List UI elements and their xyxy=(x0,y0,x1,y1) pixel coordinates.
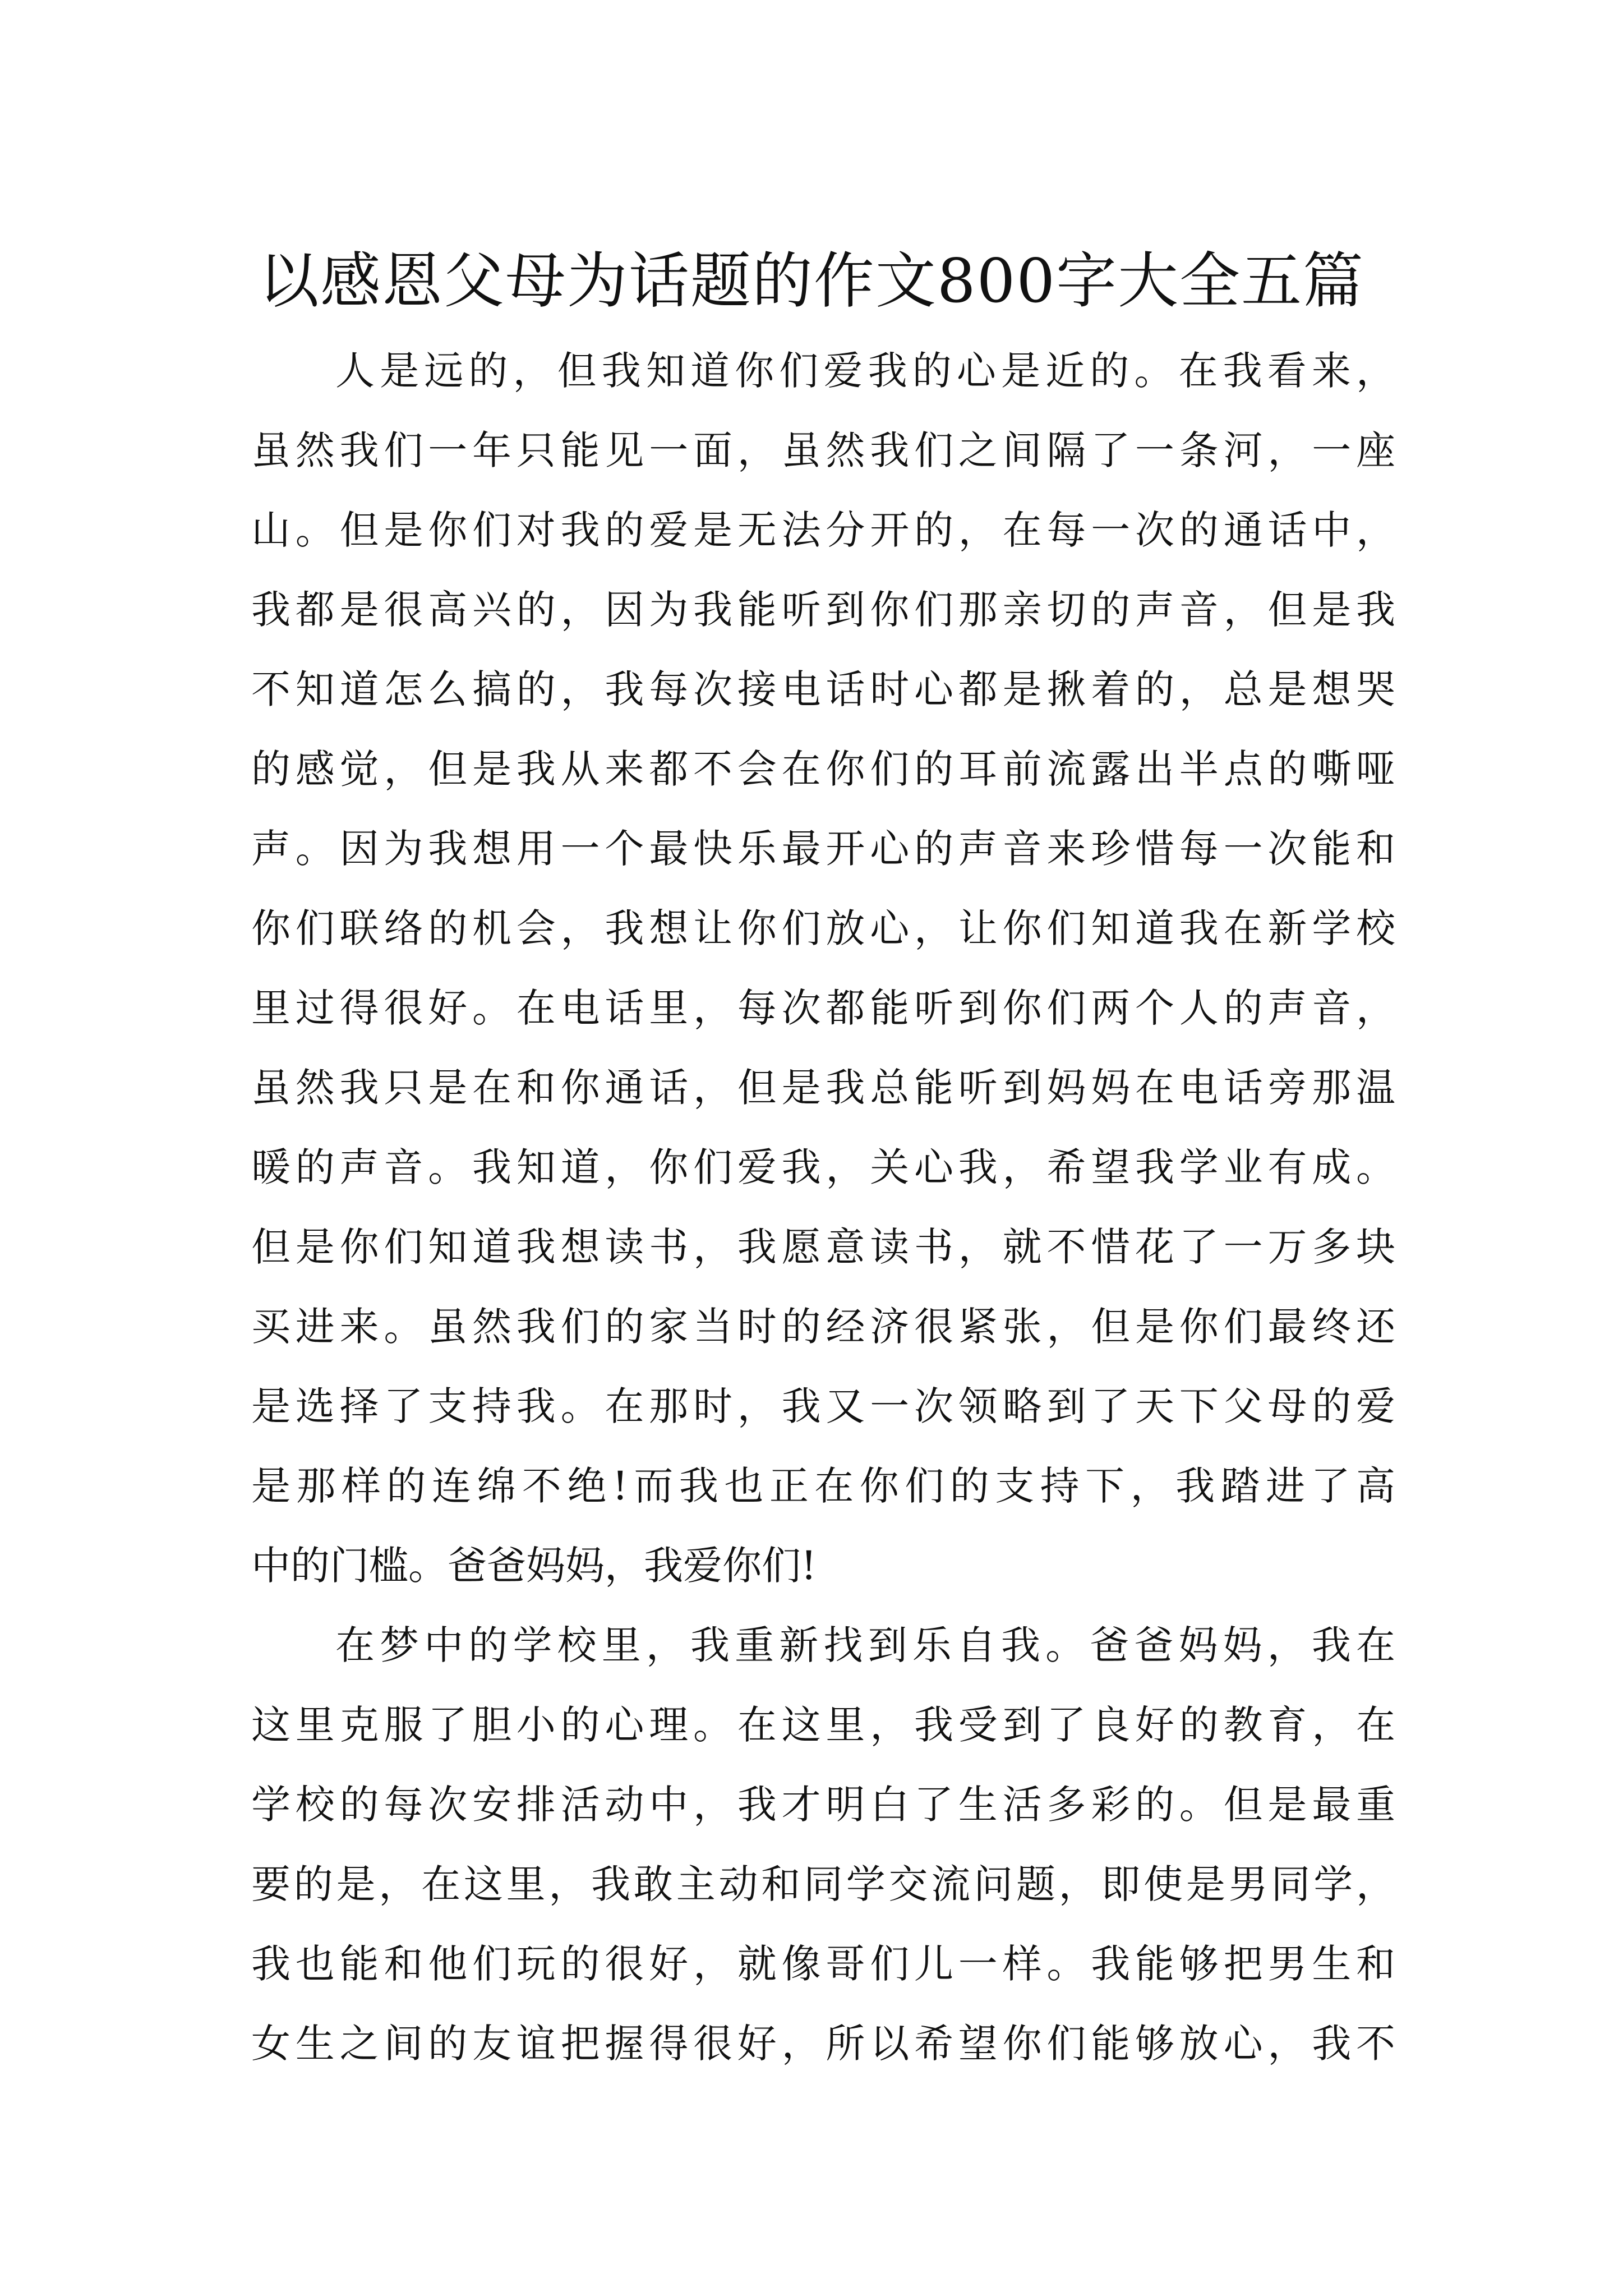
text-line: 学校的每次安排活动中，我才明白了生活多彩的。但是最重 xyxy=(251,1782,1395,1828)
text-line: 虽然我只是在和你通话，但是我总能听到妈妈在电话旁那温 xyxy=(251,1065,1395,1111)
paragraph-2 xyxy=(251,1605,1395,2083)
text-line: 女生之间的友谊把握得很好，所以希望你们能够放心，我不 xyxy=(251,2021,1395,2067)
text-line: 里过得很好。在电话里，每次都能听到你们两个人的声音， xyxy=(251,985,1395,1031)
text-line: 这里克服了胆小的心理。在这里，我受到了良好的教育，在 xyxy=(251,1702,1395,1748)
text-line: 在梦中的学校里，我重新找到乐自我。爸爸妈妈，我在 xyxy=(335,1622,1395,1668)
text-line: 不知道怎么搞的，我每次接电话时心都是揪着的，总是想哭 xyxy=(251,666,1395,712)
text-line: 买进来。虽然我们的家当时的经济很紧张，但是你们最终还 xyxy=(251,1304,1395,1350)
text-line: 是选择了支持我。在那时，我又一次领略到了天下父母的爱 xyxy=(251,1383,1395,1429)
paragraph-1 xyxy=(251,331,1395,1605)
text-line: 你们联络的机会，我想让你们放心，让你们知道我在新学校 xyxy=(251,905,1395,951)
text-line: 虽然我们一年只能见一面，虽然我们之间隔了一条河，一座 xyxy=(251,427,1395,473)
text-line: 声。因为我想用一个最快乐最开心的声音来珍惜每一次能和 xyxy=(251,826,1395,872)
text-line: 山。但是你们对我的爱是无法分开的，在每一次的通话中， xyxy=(251,507,1395,553)
document-title: 以感恩父母为话题的作文800字大全五篇 xyxy=(258,246,1365,317)
text-line: 要的是，在这里，我敢主动和同学交流问题，即使是男同学， xyxy=(251,1861,1395,1907)
text-line: 的感觉，但是我从来都不会在你们的耳前流露出半点的嘶哑 xyxy=(251,746,1395,792)
text-line: 人是远的，但我知道你们爱我的心是近的。在我看来， xyxy=(335,348,1395,394)
text-line: 中的门槛。爸爸妈妈，我爱你们! xyxy=(251,1543,817,1589)
text-line: 是那样的连绵不绝!而我也正在你们的支持下，我踏进了高 xyxy=(251,1463,1395,1509)
text-line: 我也能和他们玩的很好，就像哥们儿一样。我能够把男生和 xyxy=(251,1941,1395,1987)
text-line: 暖的声音。我知道，你们爱我，关心我，希望我学业有成。 xyxy=(251,1144,1395,1190)
text-line: 我都是很高兴的，因为我能听到你们那亲切的声音，但是我 xyxy=(251,587,1395,633)
text-line: 但是你们知道我想读书，我愿意读书，就不惜花了一万多块 xyxy=(251,1224,1395,1270)
document-body xyxy=(251,331,1395,2083)
